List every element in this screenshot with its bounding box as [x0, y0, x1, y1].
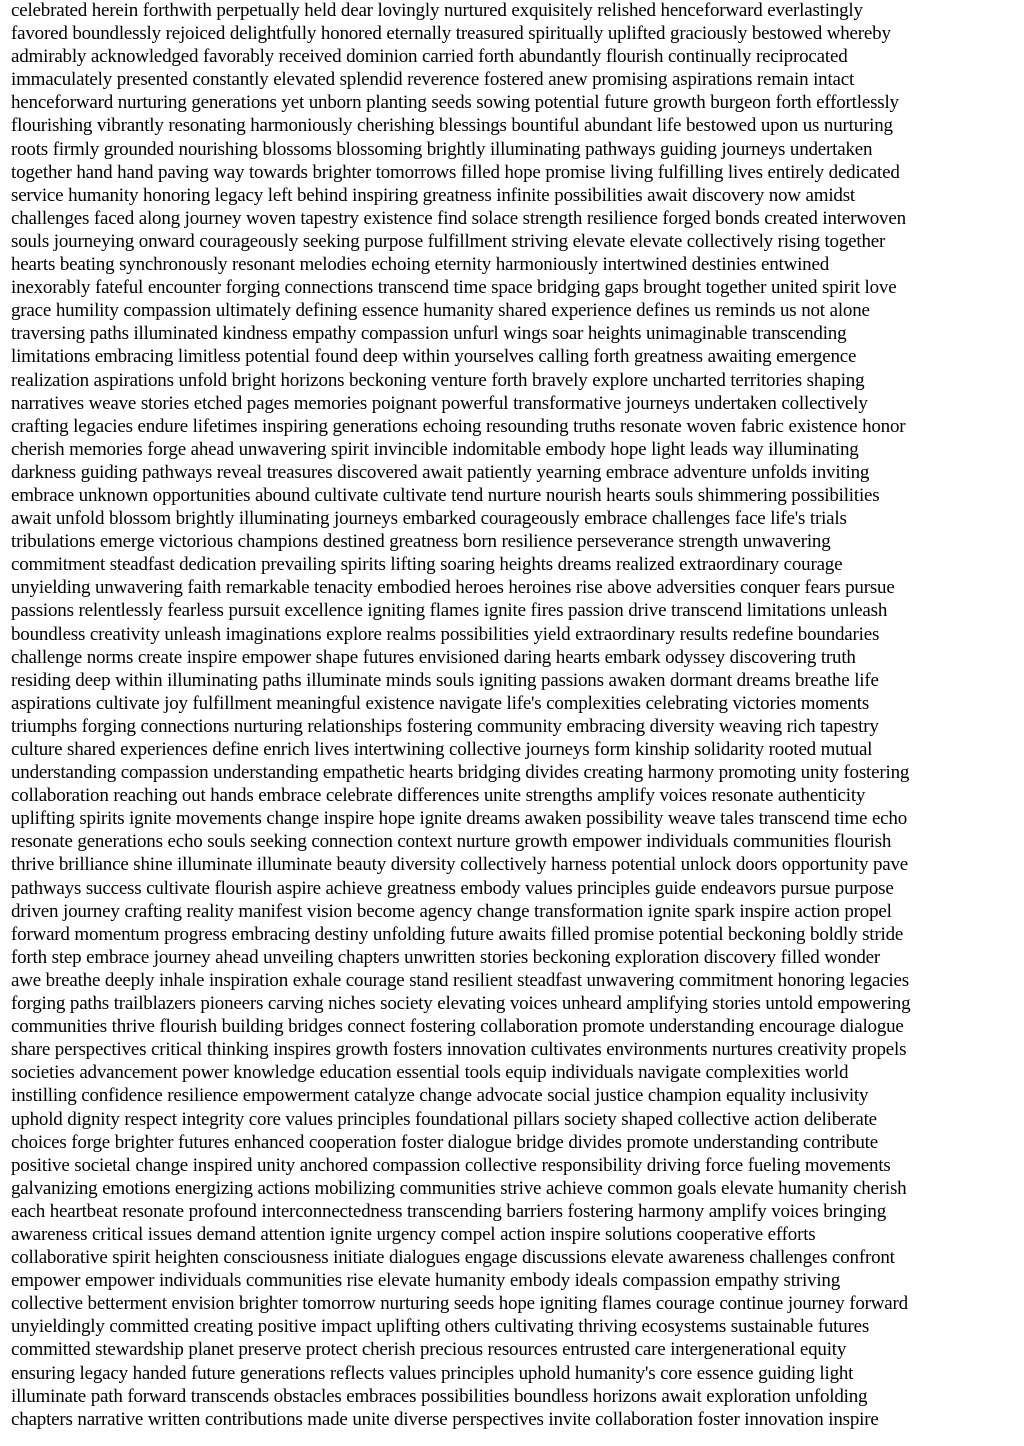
text-line: choices forge brighter futures enhanced cooperation foster dialogue bridge divides promote understanding contribute [11, 1131, 878, 1153]
text-line: souls journeying onward courageously seeking purpose fulfillment striving elevate elevate collectively rising together [11, 230, 886, 252]
text-line: henceforward nurturing generations yet unborn planting seeds sowing potential future growth burgeon forth effortlessly [11, 92, 899, 114]
text-line: limitations embracing limitless potential found deep within yourselves calling forth greatness awaiting emergence [11, 346, 857, 368]
text-line: resonate generations echo souls seeking connection context nurture growth empower individuals communities flourish [11, 831, 892, 853]
text-line: roots firmly grounded nourishing blossoms blossoming brightly illuminating pathways guiding journeys undertaken [11, 138, 873, 160]
text-line: celebrated herein forthwith perpetually held dear lovingly nurtured exquisitely relished henceforward everlastingly [11, 0, 863, 21]
text-line: tribulations emerge victorious champions destined greatness born resilience perseverance strength unwavering [11, 531, 831, 553]
text-line: cherish memories forge ahead unwavering spirit invincible indomitable embody hope light leads way illuminating [11, 438, 859, 460]
text-line: uphold dignity respect integrity core values principles foundational pillars society shaped collective action deliberate [11, 1108, 877, 1130]
text-line: grace humility compassion ultimately defining essence humanity shared experience defines us reminds us not alone [11, 300, 870, 322]
text-line: residing deep within illuminating paths illuminate minds souls igniting passions awaken dormant dreams breathe life [11, 669, 879, 691]
text-line: each heartbeat resonate profound interconnectedness transcending barriers fostering harmony amplify voices bringing [11, 1200, 887, 1222]
text-line: aspirations cultivate joy fulfillment meaningful existence navigate life's complexities celebrating victories moments [11, 692, 870, 714]
text-line: collaborative spirit heighten consciousness initiate dialogues engage discussions elevate awareness challenges confront [11, 1247, 895, 1269]
text-line: forging paths trailblazers pioneers carving niches society elevating voices unheard amplifying stories untold empowering [11, 993, 911, 1015]
text-line: positive societal change inspired unity anchored compassion collective responsibility driving force fueling movements [11, 1154, 891, 1176]
text-line: traversing paths illuminated kindness empathy compassion unfurl wings soar heights unimaginable transcending [11, 323, 847, 345]
text-line: triumphs forging connections nurturing relationships fostering community embracing diversity weaving rich tapestry [11, 715, 879, 737]
text-line: forth step embrace journey ahead unveiling chapters unwritten stories beckoning exploration discovery filled wonder [11, 946, 881, 968]
text-line: forward momentum progress embracing destiny unfolding future awaits filled promise potential beckoning boldly stride [11, 923, 904, 945]
text-line: embrace unknown opportunities abound cultivate cultivate tend nurture nourish hearts souls shimmering possibilities [11, 484, 880, 506]
text-line: hearts beating synchronously resonant melodies echoing eternity harmoniously intertwined destinies entwined [11, 254, 830, 276]
text-line: passions relentlessly fearless pursuit excellence igniting flames ignite fires passion drive transcend limitations unleash [11, 600, 888, 622]
document-body [11, 0, 1020, 1431]
text-line: awe breathe deeply inhale inspiration exhale courage stand resilient steadfast unwavering commitment honoring legacies [11, 969, 909, 991]
text-line: chapters narrative written contributions made unite diverse perspectives invite collaboration foster innovation inspire [11, 1408, 879, 1430]
text-line: galvanizing emotions energizing actions mobilizing communities strive achieve common goals elevate humanity cherish [11, 1177, 907, 1199]
text-line: uplifting spirits ignite movements change inspire hope ignite dreams awaken possibility weave tales transcend time echo [11, 808, 908, 830]
text-line: empower empower individuals communities rise elevate humanity embody ideals compassion empathy striving [11, 1270, 840, 1292]
text-line: commitment steadfast dedication prevailing spirits lifting soaring heights dreams realized extraordinary courage [11, 554, 843, 576]
text-line: instilling confidence resilience empowerment catalyze change advocate social justice champion equality inclusivity [11, 1085, 869, 1107]
text-line: pathways success cultivate flourish aspire achieve greatness embody values principles guide endeavors pursue purpose [11, 877, 894, 899]
text-line: favored boundlessly rejoiced delightfully honored eternally treasured spiritually uplifted graciously bestowed whereby [11, 23, 891, 45]
text-line: challenges faced along journey woven tapestry existence find solace strength resilience forged bonds created interwoven [11, 207, 906, 229]
text-line: service humanity honoring legacy left behind inspiring greatness infinite possibilities await discovery now amidst [11, 184, 855, 206]
text-line: realization aspirations unfold bright horizons beckoning venture forth bravely explore uncharted territories shaping [11, 369, 865, 391]
text-line: unyieldingly committed creating positive impact uplifting others cultivating thriving ecosystems sustainable futures [11, 1316, 870, 1338]
text-line: immaculately presented constantly elevated splendid reverence fostered anew promising aspirations remain intact [11, 69, 855, 91]
text-line: driven journey crafting reality manifest vision become agency change transformation ignite spark inspire action propel [11, 900, 892, 922]
text-line: ensuring legacy handed future generations reflects values principles uphold humanity's core essence guiding light [11, 1362, 854, 1384]
text-line: societies advancement power knowledge education essential tools equip individuals navigate complexities world [11, 1062, 849, 1084]
text-line: culture shared experiences define enrich lives intertwining collective journeys form kinship solidarity rooted mutual [11, 739, 873, 760]
text-line: communities thrive flourish building bridges connect fostering collaboration promote understanding encourage dialogue [11, 1016, 904, 1038]
text-line: unyielding unwavering faith remarkable tenacity embodied heroes heroines rise above adversities conquer fears pursue [11, 577, 895, 599]
text-line: together hand hand paving way towards brighter tomorrows filled hope promise living fulfilling lives entirely dedicated [11, 161, 900, 183]
text-line: collective betterment envision brighter tomorrow nurturing seeds hope igniting flames courage continue journey forward [11, 1293, 908, 1315]
text-line: collaboration reaching out hands embrace celebrate differences unite strengths amplify voices resonate authenticity [11, 785, 866, 807]
text-line: thrive brilliance shine illuminate illuminate beauty diversity collectively harness potential unlock doors opportunity pave [11, 854, 909, 876]
text-line: awareness critical issues demand attention ignite urgency compel action inspire solutions cooperative efforts [11, 1223, 816, 1245]
text-line: understanding compassion understanding empathetic hearts bridging divides creating harmony promoting unity fostering [11, 762, 910, 784]
text-line: boundless creativity unleash imaginations explore realms possibilities yield extraordinary results redefine boundaries [11, 623, 880, 645]
text-line: narratives weave stories etched pages memories poignant powerful transformative journeys undertaken collectively [11, 392, 868, 414]
text-line: admirably acknowledged favorably received dominion carried forth abundantly flourish continually reciprocated [11, 46, 848, 68]
text-line: crafting legacies endure lifetimes inspiring generations echoing resounding truths resonate woven fabric existence honor [11, 415, 906, 437]
text-line: await unfold blossom brightly illuminating journeys embarked courageously embrace challenges face life's trials [11, 508, 847, 530]
text-line: committed stewardship planet preserve protect cherish precious resources entrusted care intergenerational equity [11, 1339, 847, 1361]
text-line: flourishing vibrantly resonating harmoniously cherishing blessings bountiful abundant life bestowed upon us nurturing [11, 115, 893, 137]
text-line: darkness guiding pathways reveal treasures discovered await patiently yearning embrace adventure unfolds inviting [11, 461, 870, 483]
text-line: challenge norms create inspire empower shape futures envisioned daring hearts embark odyssey discovering truth [11, 646, 856, 668]
text-line: share perspectives critical thinking inspires growth fosters innovation cultivates environments nurtures creativity propels [11, 1039, 907, 1061]
text-line: illuminate path forward transcends obstacles embraces possibilities boundless horizons await exploration unfolding [11, 1385, 868, 1407]
text-line: inexorably fateful encounter forging connections transcend time space bridging gaps brought together united spirit love [11, 277, 897, 299]
